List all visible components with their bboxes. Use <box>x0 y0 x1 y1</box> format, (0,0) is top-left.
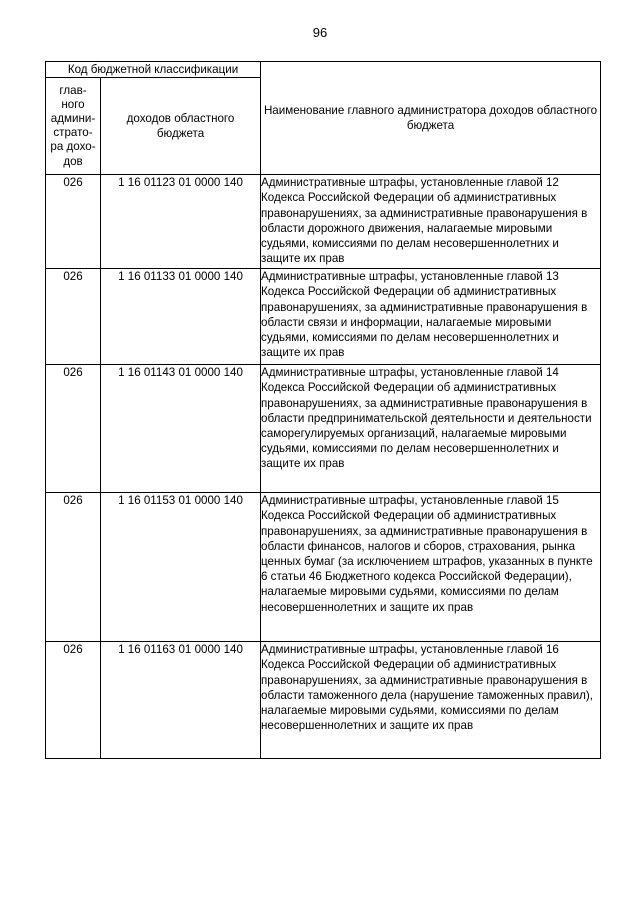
header-budget-classification-code: Код бюджетной классификации <box>46 62 261 78</box>
table-row <box>46 642 601 759</box>
page-number: 96 <box>312 25 328 40</box>
budget-code-cell: 1 16 01153 01 0000 140 <box>101 493 261 642</box>
budget-code-cell: 1 16 01133 01 0000 140 <box>101 269 261 365</box>
budget-code-cell: 1 16 01163 01 0000 140 <box>101 642 261 759</box>
table-row <box>46 175 601 269</box>
administrator-name-cell: Административные штрафы, установленные главой 12 Кодекса Российской Федерации об административных правонарушениях, за административные правонарушения в области дорожного движения, налагаемые мировыми судьями, комиссиями по делам несовершеннолетних и защите их прав <box>261 175 601 269</box>
table-row <box>46 269 601 365</box>
admin-code-cell: 026 <box>46 493 101 642</box>
admin-code-cell: 026 <box>46 175 101 269</box>
admin-code-cell: 026 <box>46 642 101 759</box>
admin-code-cell: 026 <box>46 365 101 493</box>
admin-code-cell: 026 <box>46 269 101 365</box>
table-row <box>46 493 601 642</box>
administrator-name-cell: Административные штрафы, установленные главой 16 Кодекса Российской Федерации об административных правонарушениях, за административные правонарушения в области таможенного дела (нарушение таможенных правил), налагаемые мировыми судьями, комиссиями по делам несовершеннолетних и защите их прав <box>261 642 601 759</box>
table-row <box>46 365 601 493</box>
header-chief-administrator: глав- ного админи- страто- ра дохо- дов <box>46 78 101 175</box>
budget-code-cell: 1 16 01123 01 0000 140 <box>101 175 261 269</box>
administrator-name-cell: Административные штрафы, установленные главой 14 Кодекса Российской Федерации об административных правонарушениях, за административные правонарушения в области предпринимательской деятельности и деятельности саморегулируемых организаций, налагаемые мировыми судьями, комиссиями по делам несовершеннолетних и защите их прав <box>261 365 601 493</box>
header-row-group <box>46 62 601 78</box>
administrator-name-cell: Административные штрафы, установленные главой 15 Кодекса Российской Федерации об административных правонарушениях, за административные правонарушения в области финансов, налогов и сборов, страхования, рынка ценных бумаг (за исключением штрафов, указанных в пункте 6 статьи 46 Бюджетного кодекса Российской Федерации), налагаемые мировыми судьями, комиссиями по делам несовершеннолетних и защите их прав <box>261 493 601 642</box>
budget-classification-table <box>45 61 601 759</box>
budget-code-cell: 1 16 01143 01 0000 140 <box>101 365 261 493</box>
administrator-name-cell: Административные штрафы, установленные главой 13 Кодекса Российской Федерации об административных правонарушениях, за административные правонарушения в области связи и информации, налагаемые мировыми судьями, комиссиями по делам несовершеннолетних и защите их прав <box>261 269 601 365</box>
header-administrator-name: Наименование главного администратора доходов областного бюджета <box>261 62 601 175</box>
header-regional-income: доходов областного бюджета <box>101 78 261 175</box>
